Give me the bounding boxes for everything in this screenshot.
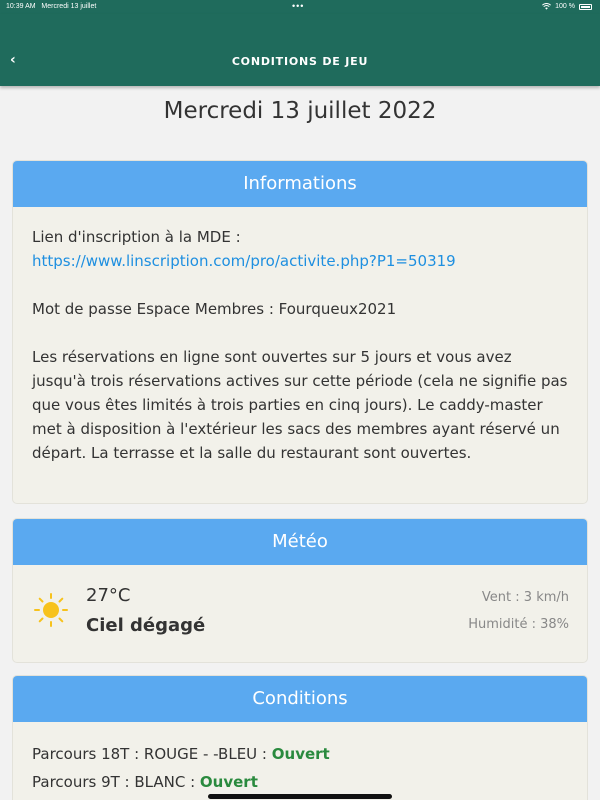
weather-body (13, 565, 587, 663)
multitasking-dots[interactable]: ••• (292, 1, 305, 11)
wifi-icon (542, 3, 551, 10)
status-bar (0, 0, 600, 14)
sky-condition: Ciel dégagé (86, 615, 206, 636)
weather-card (12, 518, 588, 663)
password-text: Mot de passe Espace Membres : Fourqueux2021 (32, 300, 397, 318)
status-time-date (6, 3, 96, 10)
temperature: 27°C (86, 585, 131, 606)
course-status: Ouvert (271, 745, 330, 763)
home-indicator[interactable] (208, 794, 392, 799)
humidity: Humidité : 38% (468, 617, 569, 632)
status-date: Mercredi 13 juillet (41, 3, 97, 10)
course-label: Parcours 9T : BLANC : (32, 773, 200, 791)
battery-icon (579, 4, 592, 10)
weather-header: Météo (13, 519, 587, 565)
informations-card (12, 160, 588, 504)
informations-header: Informations (13, 161, 587, 207)
conditions-header: Conditions (13, 676, 587, 722)
wind-speed: Vent : 3 km/h (481, 590, 569, 605)
status-right (542, 3, 592, 10)
page-title: CONDITIONS DE JEU (231, 55, 369, 68)
battery-percent: 100 % (555, 3, 575, 10)
sun-icon (33, 592, 69, 628)
registration-link[interactable]: https://www.linscription.com/pro/activite.php?P1=50319 (32, 252, 456, 270)
page-date: Mercredi 13 juillet 2022 (163, 98, 437, 124)
conditions-card (12, 675, 588, 800)
status-time: 10:39 AM (6, 3, 36, 10)
course-status: Ouvert (199, 773, 258, 791)
course-label: Parcours 18T : ROUGE - -BLEU : (32, 745, 272, 763)
back-button[interactable]: ‹ (10, 52, 16, 68)
course-status-row (32, 768, 568, 796)
conditions-body (13, 722, 587, 800)
informations-body (13, 207, 587, 483)
course-status-row (32, 740, 568, 768)
registration-label: Lien d'inscription à la MDE : (32, 228, 241, 246)
nav-bar (0, 14, 600, 86)
reservation-text: Les réservations en ligne sont ouvertes sur 5 jours et vous avez jusqu'à trois réservations actives sur cette période (cela ne signifie pas que vous êtes limités à trois parties en cinq jours). Le caddy-master met à disposition à l'extérieur les sacs des membres ayant réservé un départ. La terrasse et la salle du restaurant sont ouvertes. (32, 348, 568, 462)
